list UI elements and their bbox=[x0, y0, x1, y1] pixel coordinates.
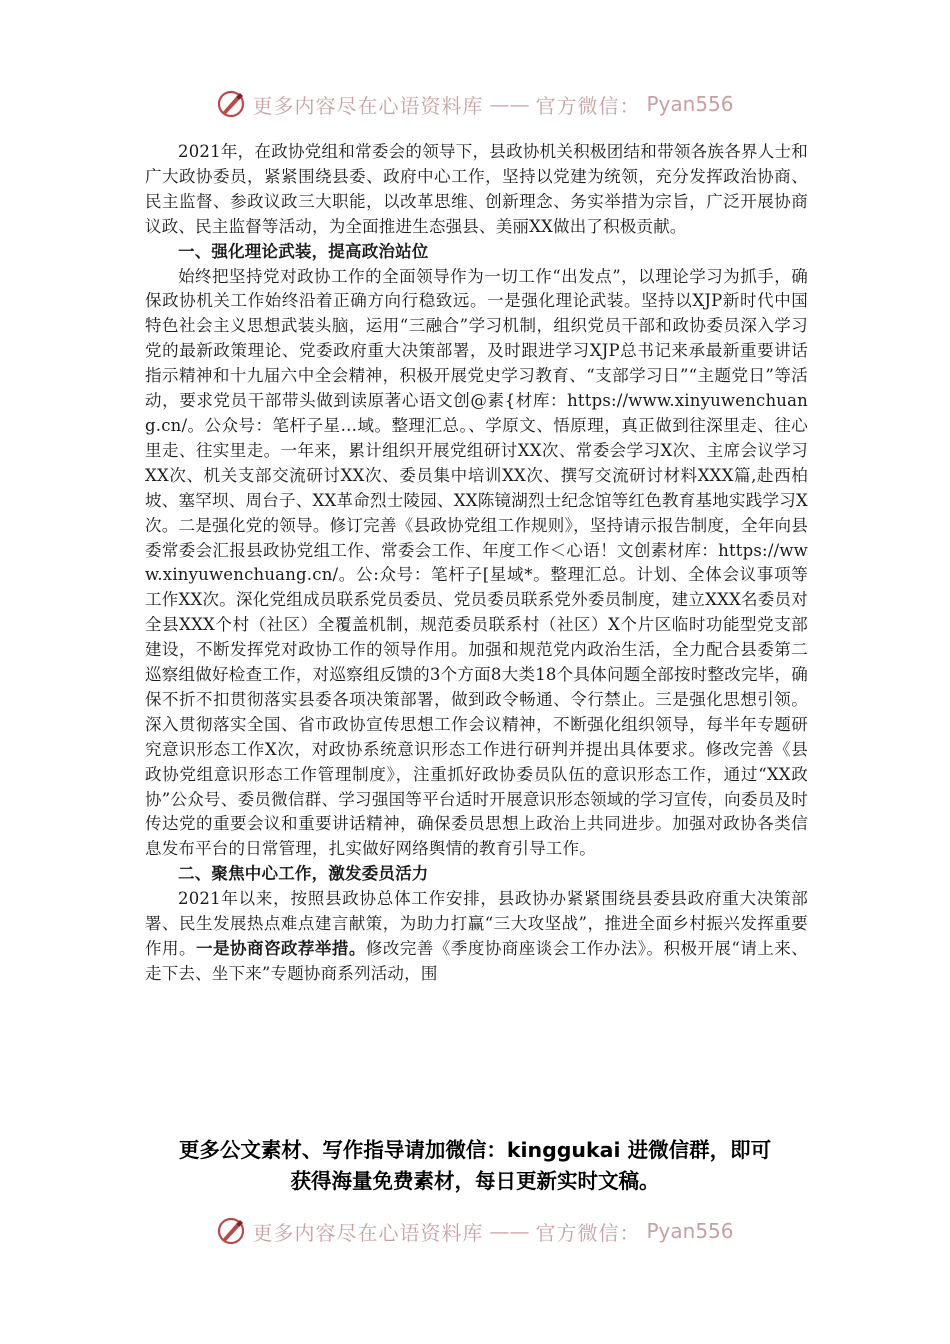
body-paragraph: 始终把坚持党对政协工作的全面领导作为一切工作“出发点”，以理论学习为抓手，确保政协机关工作始终沿着正确方向行稳致远。一是强化理论武装。坚持以XJP新时代中国特色社会主义思想武装头脑，运用“三融合”学习机制，组织党员干部和政协委员深入学习党的最新政策理论、党委政府重大决策部署，及时跟进学习XJP总书记来承最新重要讲话指示精神和十九届六中全会精神，积极开展党史学习教育、“支部学习日”“主题党日”等活动，要求党员干部带头做到读原著心语文创@素{材库：https://www.xinyuwenchuang.cn/。公众号：笔杆子星…域。整理汇总。、学原文、悟原理，真正做到往深里走、往心里走、往实里走。一年来，累计组织开展党组研讨XX次、常委会学习X次、主席会议学习XX次、机关支部交流研讨XX次、委员集中培训XX次、撰写交流研讨材料XXX篇,赴西柏坡、塞罕坝、周台子、XX革命烈士陵园、XX陈镜湖烈士纪念馆等红色教育基地实践学习X次。二是强化党的领导。修订完善《县政协党组工作规则》，坚持请示报告制度，全年向县委常委会汇报县政协党组工作、常委会工作、年度工作＜心语！文创素材库：https://www.xinyuwenchuang.cn/。公:众号：笔杆子[星域*。整理汇总。计划、全体会议事项等工作XX次。深化党组成员联系党员委员、党员委员联系党外委员制度，建立XXX名委员对全县XXX个村（社区）全覆盖机制，规范委员联系村（社区）X个片区临时功能型党支部建设，不断发挥党对政协工作的领导作用。加强和规范党内政治生活，全力配合县委第二巡察组做好检查工作，对巡察组反馈的3个方面8大类18个具体问题全部按时整改完毕，确保不折不扣贯彻落实县委各项决策部署，做到政令畅通、令行禁止。三是强化思想引领。深入贯彻落实全国、省市政协宣传思想工作会议精神，不断强化组织领导，每半年专题研究意识形态工作X次，对政协系统意识形态工作进行研判并提出具体要求。修改完善《县政协党组意识形态工作管理制度》，注重抓好政协委员队伍的意识形态工作，通过“XX政协”公众号、委员微信群、学习强国等平台适时开展意识形态领域的学习宣传，向委员及时传达党的重要会议和重要讲话精神，确保委员思想上政治上共同进步。加强对政协各类信息发布平台的日常管理，扎实做好网络舆情的教育引导工作。 bbox=[145, 266, 808, 859]
paragraph-text: 修改完善《季度协商座谈会工作办法》。积极开展“请上来、走下去、坐下来”专题协商系列活动，围 bbox=[145, 939, 809, 983]
section-heading: 一、强化理论武装，提高政治站位 bbox=[178, 241, 429, 261]
footer-watermark bbox=[0, 1211, 950, 1251]
body-paragraph bbox=[145, 887, 808, 987]
pen-logo-icon bbox=[216, 89, 246, 119]
paragraph-bold-lead: 一是协商咨政荐举措。 bbox=[195, 939, 366, 958]
watermark-group bbox=[216, 89, 733, 119]
watermark-site: 更多内容尽在心语资料库 bbox=[252, 93, 484, 118]
promo-notice bbox=[100, 1135, 850, 1197]
header-watermark bbox=[0, 84, 950, 124]
section-heading: 二、聚焦中心工作，激发委员活力 bbox=[178, 864, 429, 884]
watermark-label: 官方微信： bbox=[535, 1220, 641, 1245]
promo-notice-line1: 更多公文素材、写作指导请加微信：kinggukai 进微信群，即可 bbox=[178, 1138, 772, 1162]
document-body bbox=[145, 140, 808, 987]
watermark-separator: —— bbox=[489, 92, 530, 116]
watermark-site: 更多内容尽在心语资料库 bbox=[252, 1220, 484, 1245]
watermark-contact: Pyan556 bbox=[646, 1219, 734, 1243]
paragraph-text: 2021年以来，按照县政协总体工作安排，县政协办紧紧围绕县委县政府重大决策部署、民生发展热点难点建言献策，为助力打赢“三大攻坚战”，推进全面乡村振兴发挥重要作用。 bbox=[145, 889, 808, 958]
body-paragraph: 2021年，在政协党组和常委会的领导下，县政协机关积极团结和带领各族各界人士和广大政协委员，紧紧围绕县委、政府中心工作，坚持以党建为统领，充分发挥政治协商、民主监督、参政议政三大职能，以改革思维、创新理念、务实举措为宗旨，广泛开展协商议政、民主监督等活动，为全面推进生态强县、美丽XX做出了积极贡献。 bbox=[145, 142, 808, 236]
watermark-contact: Pyan556 bbox=[646, 92, 734, 116]
pen-logo-icon bbox=[216, 1216, 246, 1246]
watermark-separator: —— bbox=[489, 1219, 530, 1243]
promo-notice-line2: 获得海量免费素材，每日更新实时文稿。 bbox=[290, 1169, 660, 1193]
watermark-group bbox=[216, 1216, 733, 1246]
watermark-label: 官方微信： bbox=[535, 93, 641, 118]
